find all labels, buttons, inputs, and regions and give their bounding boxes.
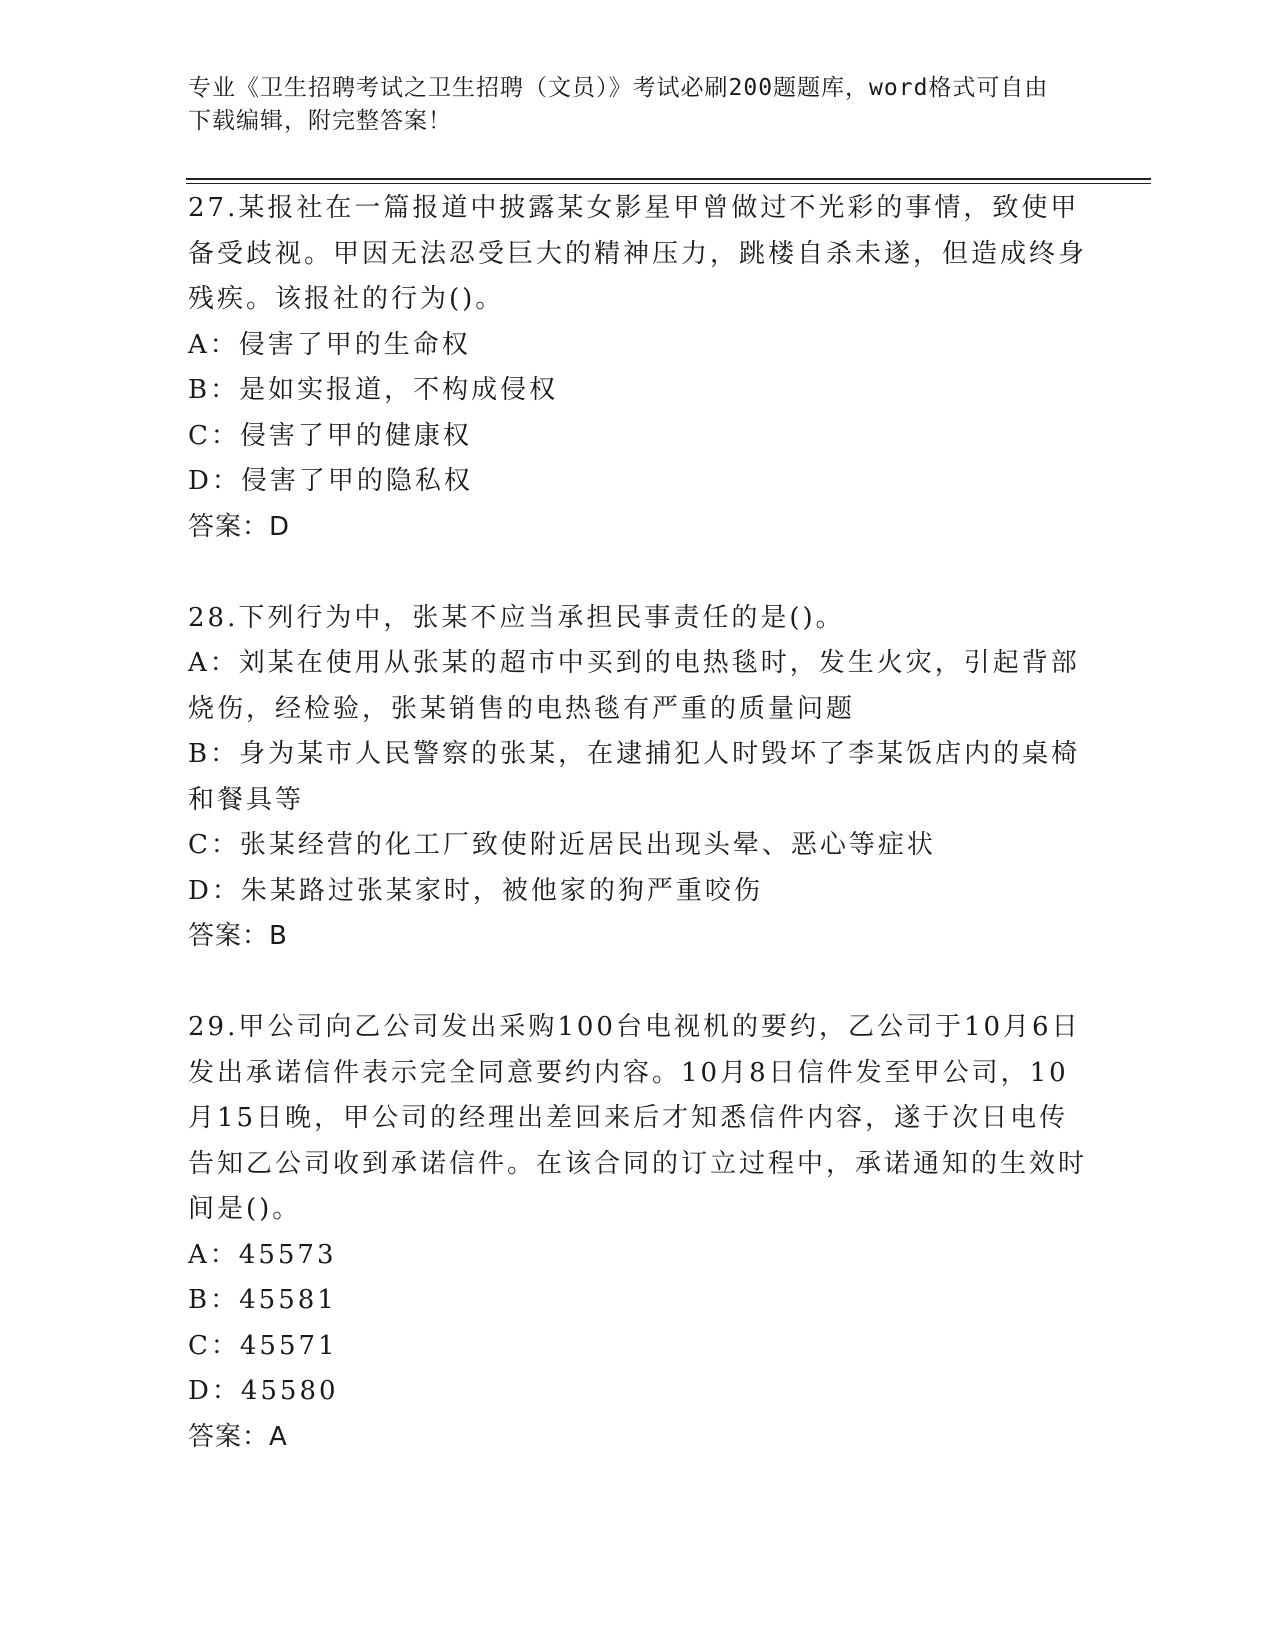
option-d: D：45580 bbox=[188, 1376, 339, 1406]
option-a: A：侵害了甲的生命权 bbox=[188, 329, 471, 360]
option-a: A：45573 bbox=[188, 1239, 337, 1270]
question-spacer bbox=[188, 550, 1088, 596]
question-28 bbox=[188, 596, 1088, 960]
answer-line: 答案：A bbox=[188, 1421, 288, 1452]
question-stem: 29.甲公司向乙公司发出采购100台电视机的要约，乙公司于10月6日发出承诺信件表示完全同意要约内容。10月8日信件发至甲公司，10月15日晚，甲公司的经理出差回来后才知悉信件内容，遂于次日电传告知乙公司收到承诺信件。在该合同的订立过程中，承诺通知的生效时间是()。 bbox=[188, 1012, 1088, 1224]
option-b: B：身为某市人民警察的张某，在逮捕犯人时毁坏了李某饭店内的桌椅和餐具等 bbox=[188, 739, 1081, 815]
header-rule-thick bbox=[186, 178, 1151, 180]
question-stem: 27.某报社在一篇报道中披露某女影星甲曾做过不光彩的事情，致使甲备受歧视。甲因无法忍受巨大的精神压力，跳楼自杀未遂，但造成终身残疾。该报社的行为()。 bbox=[188, 193, 1088, 314]
document-header: 专业《卫生招聘考试之卫生招聘（文员）》考试必刷200题题库，word格式可自由下载编辑，附完整答案！ bbox=[188, 75, 1049, 134]
option-b: B：45581 bbox=[188, 1285, 337, 1315]
option-c: C：张某经营的化工厂致使附近居民出现头晕、恶心等症状 bbox=[188, 830, 936, 860]
option-d: D：朱某路过张某家时，被他家的狗严重咬伤 bbox=[188, 875, 763, 906]
option-c: C：侵害了甲的健康权 bbox=[188, 420, 472, 451]
answer-line: 答案：D bbox=[188, 511, 291, 542]
question-stem: 28.下列行为中，张某不应当承担民事责任的是()。 bbox=[188, 602, 845, 633]
option-a: A：刘某在使用从张某的超市中买到的电热毯时，发生火灾，引起背部烧伤，经检验，张某销售的电热毯有严重的质量问题 bbox=[188, 648, 1080, 724]
option-c: C：45571 bbox=[188, 1330, 338, 1361]
question-27 bbox=[188, 186, 1088, 550]
header-rule-thin bbox=[186, 183, 1151, 184]
question-spacer bbox=[188, 960, 1088, 1006]
question-list bbox=[188, 186, 1088, 1460]
question-29 bbox=[188, 1005, 1088, 1460]
option-b: B：是如实报道，不构成侵权 bbox=[188, 375, 559, 405]
option-d: D：侵害了甲的隐私权 bbox=[188, 466, 473, 496]
answer-line: 答案：B bbox=[188, 921, 288, 951]
